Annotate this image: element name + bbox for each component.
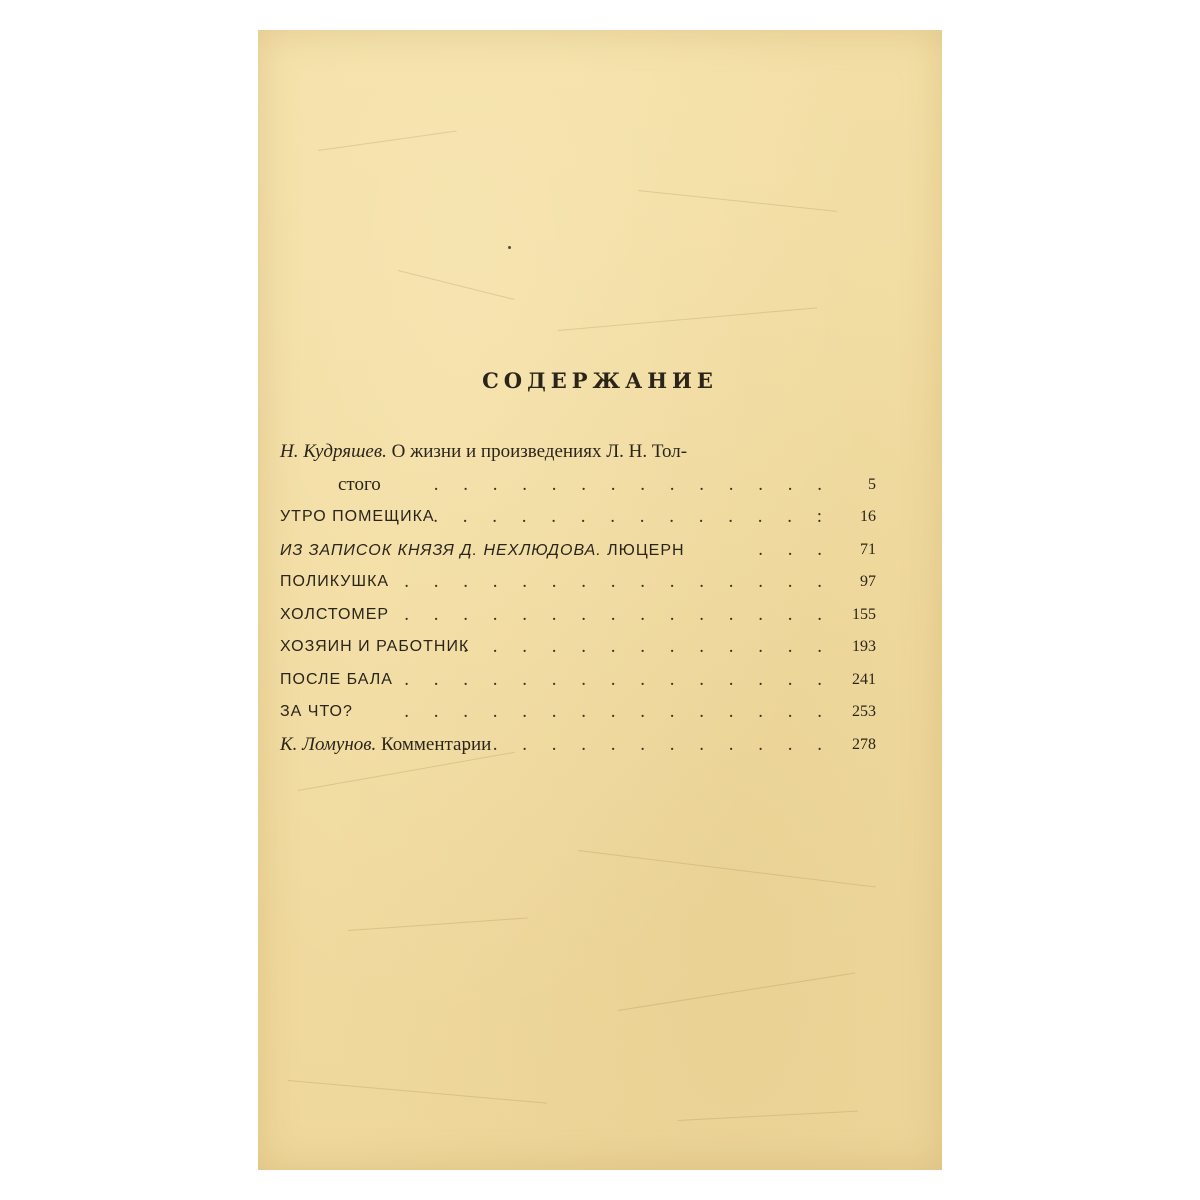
toc-row [280,696,876,729]
toc-row [280,534,876,567]
entry-italic-heading: ИЗ ЗАПИСОК КНЯЗЯ Д. НЕХЛЮДОВА. [280,541,602,559]
page-number: 5 [868,475,876,493]
dot-leader: . . . . . . . . . . . . . . [433,473,832,495]
book-page [258,30,942,1170]
paper-fiber [318,131,457,151]
entry-title: стого [338,473,381,495]
entry-title: ЛЮЦЕРН [601,541,685,559]
entry-title: ХОЛСТОМЕР [280,605,390,623]
dot-leader: . . . [758,538,832,560]
entry-title: ПОСЛЕ БАЛА [280,670,393,688]
entry-title: Комментарии [376,733,492,755]
paper-fiber [288,1080,547,1104]
dot-leader: . . . . . . . . . . . . . . . [404,668,832,690]
entry-title: О жизни и произведениях Л. Н. Тол- [386,441,688,462]
dot-leader: . . . . . . . . . . . . . : [433,506,832,527]
table-of-contents [280,436,876,761]
paper-fiber [348,917,528,931]
paper-fiber [678,1111,858,1121]
paper-fiber [558,307,817,331]
page-number: 16 [860,508,876,525]
page-number: 71 [860,540,876,558]
toc-row [280,729,876,762]
page-number: 193 [852,638,876,655]
entry-title: УТРО ПОМЕЩИКА [280,508,435,525]
entry-author: К. Ломунов. [280,733,377,755]
toc-title: СОДЕРЖАНИЕ [482,368,718,393]
page-number: 241 [852,670,876,688]
toc-row [280,436,876,469]
dot-leader: . . . . . . . . . . . . . [463,636,832,657]
toc-row [280,469,876,502]
paper-speck [508,246,511,249]
page-number: 97 [860,573,876,590]
dot-leader: . . . . . . . . . . . . . . . [404,571,832,592]
entry-title: ЗА ЧТО? [280,703,353,720]
toc-row [280,664,876,697]
toc-row [280,501,876,534]
entry-author: Н. Кудряшев. [280,441,387,462]
dot-leader: . . . . . . . . . . . . . . . [404,603,832,625]
toc-row [280,599,876,632]
toc-row [280,631,876,664]
paper-fiber [638,190,837,212]
paper-fiber [578,850,876,888]
paper-fiber [618,972,855,1011]
page-number: 278 [852,735,876,753]
dot-leader: . . . . . . . . . . . . . . . [404,701,832,722]
page-number: 155 [852,605,876,623]
page-number: 253 [852,703,876,720]
toc-row [280,566,876,599]
entry-title: ХОЗЯИН И РАБОТНИК [280,638,470,655]
paper-fiber [398,270,515,300]
dot-leader: . . . . . . . . . . . . . [463,733,832,755]
entry-title: ПОЛИКУШКА [280,573,390,590]
